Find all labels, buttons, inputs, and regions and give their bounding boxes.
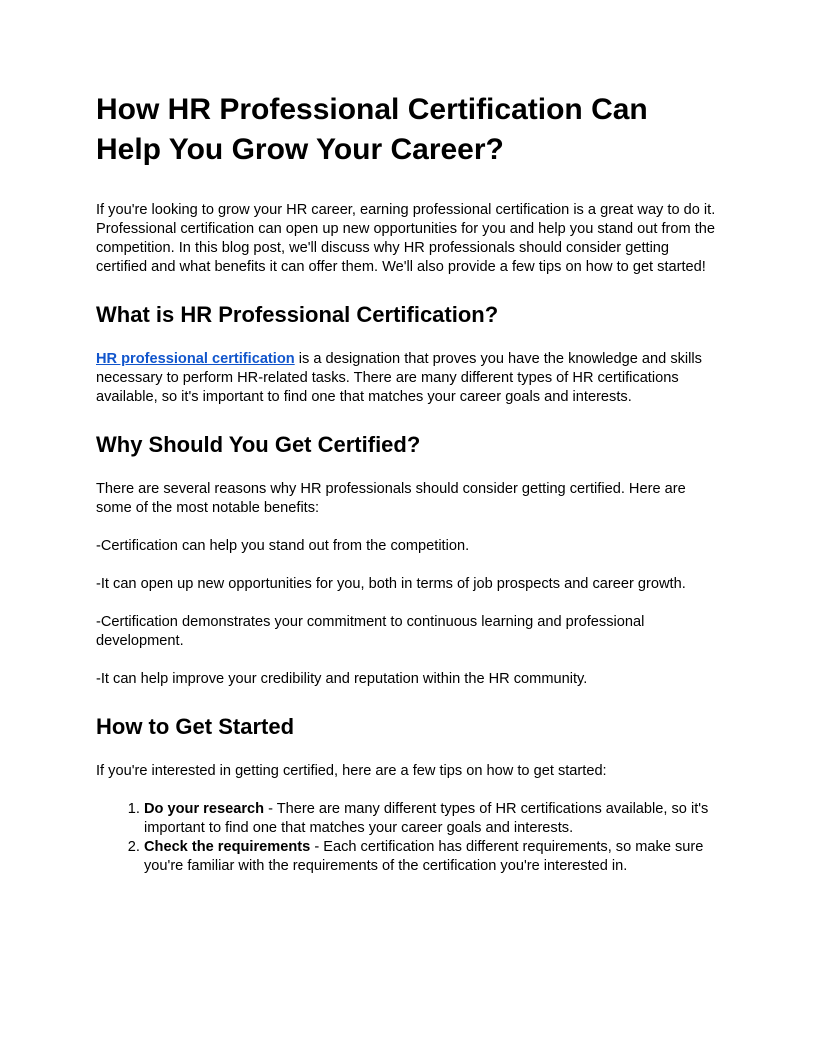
tip-term: Do your research xyxy=(144,801,265,817)
section-get-started xyxy=(96,712,720,876)
section-heading-get-started: How to Get Started xyxy=(96,714,295,739)
tip-item xyxy=(144,838,720,876)
tip-text: - Each certification has different requirements, so make sure you're familiar with the requirements of the certification you're interested in. xyxy=(144,839,704,874)
benefit-item: -Certification can help you stand out from the competition. xyxy=(96,538,470,554)
intro-paragraph: If you're looking to grow your HR career, earning professional certification is a great way to do it. Professional certification can open up new opportunities for you and help you stand out from the competition. In this blog post, we'll discuss why HR professionals should consider getting certified and what benefits it can offer them. We'll also provide a few tips on how to get started! xyxy=(96,202,716,275)
why-intro-paragraph: There are several reasons why HR professionals should consider getting certified. Here are some of the most notable benefits: xyxy=(96,481,686,516)
section-why-certified xyxy=(96,430,720,689)
get-started-intro: If you're interested in getting certified, here are a few tips on how to get started: xyxy=(96,763,607,779)
definition-text: is a designation that proves you have the knowledge and skills necessary to perform HR-related tasks. There are many different types of HR certifications available, so it's important to find one that matches your career goals and interests. xyxy=(96,351,702,405)
tip-text: - There are many different types of HR certifications available, so it's important to find one that matches your career goals and interests. xyxy=(144,801,709,836)
tip-item xyxy=(144,800,720,838)
benefit-item: -It can open up new opportunities for you, both in terms of job prospects and career growth. xyxy=(96,576,686,592)
benefit-item: -Certification demonstrates your commitment to continuous learning and professional development. xyxy=(96,614,645,649)
section-heading-what-is: What is HR Professional Certification? xyxy=(96,302,499,327)
certification-link[interactable]: HR professional certification xyxy=(96,351,295,367)
page-title: How HR Professional Certification Can Help You Grow Your Career? xyxy=(96,93,648,166)
benefit-item: -It can help improve your credibility and reputation within the HR community. xyxy=(96,671,588,687)
tip-term: Check the requirements xyxy=(144,839,311,855)
section-heading-why: Why Should You Get Certified? xyxy=(96,432,421,457)
section-what-is xyxy=(96,300,720,407)
definition-paragraph xyxy=(96,350,720,407)
tips-list xyxy=(96,800,720,876)
